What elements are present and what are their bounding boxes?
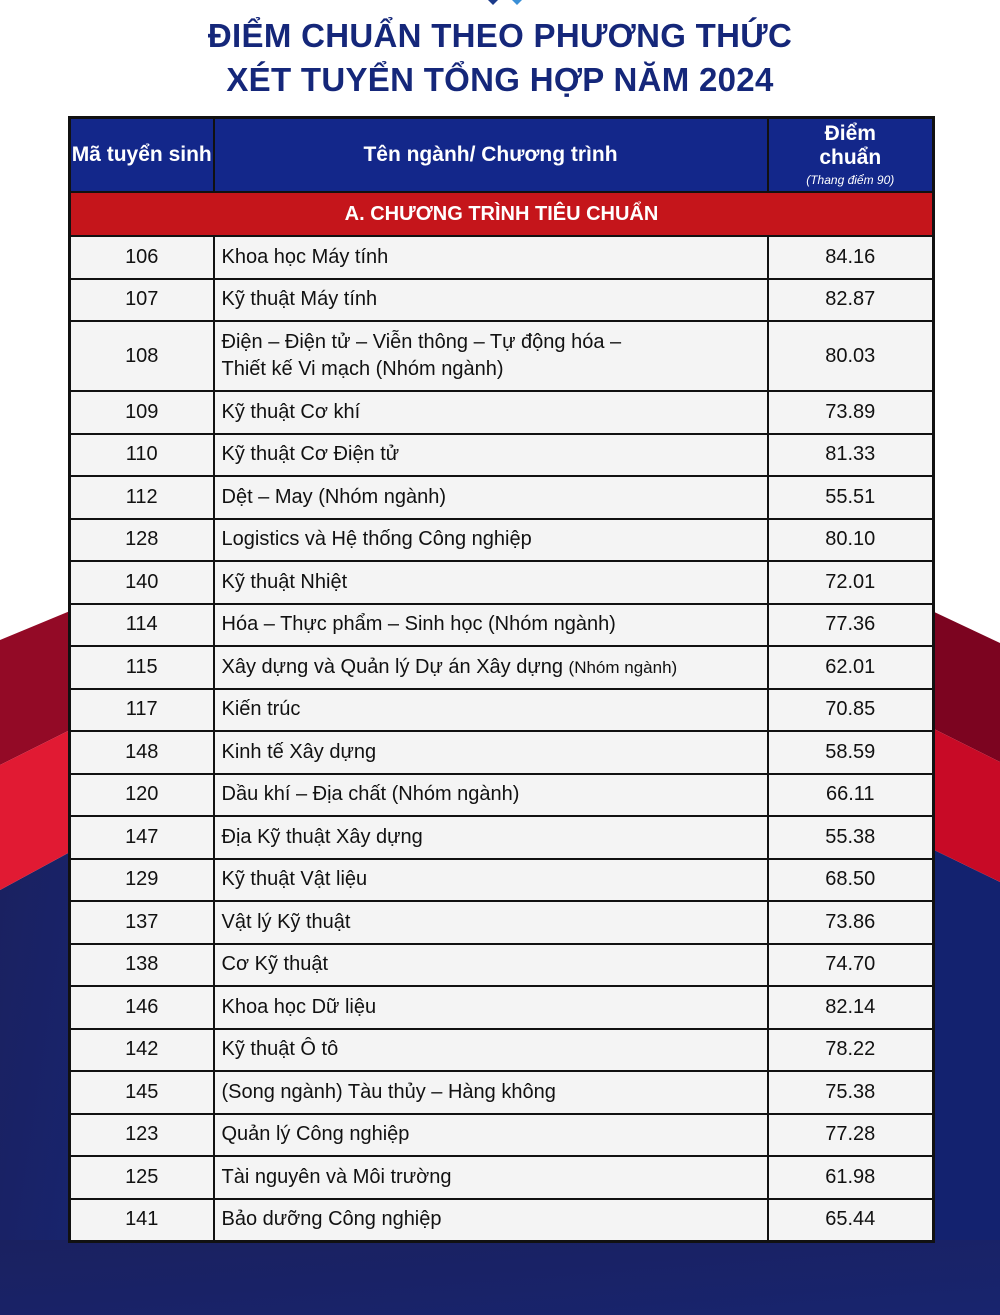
table-row — [70, 1156, 934, 1199]
cell-code: 140 — [70, 561, 214, 604]
cell-score: 55.51 — [768, 476, 934, 519]
section-title: A. CHƯƠNG TRÌNH TIÊU CHUẨN — [70, 192, 934, 236]
table-row — [70, 434, 934, 477]
cell-score: 73.89 — [768, 391, 934, 434]
cell-code: 128 — [70, 519, 214, 562]
cell-score: 80.10 — [768, 519, 934, 562]
cell-code: 137 — [70, 901, 214, 944]
cell-program-name: Tài nguyên và Môi trường — [214, 1156, 768, 1199]
cell-code: 125 — [70, 1156, 214, 1199]
title-line-1: ĐIỂM CHUẨN THEO PHƯƠNG THỨC — [207, 17, 793, 54]
cell-code: 114 — [70, 604, 214, 647]
cell-program-name: Kỹ thuật Ô tô — [214, 1029, 768, 1072]
cell-code: 148 — [70, 731, 214, 774]
table-row — [70, 689, 934, 732]
cell-code: 147 — [70, 816, 214, 859]
cell-code: 146 — [70, 986, 214, 1029]
cell-score: 70.85 — [768, 689, 934, 732]
cell-program-name: Kỹ thuật Nhiệt — [214, 561, 768, 604]
cell-score: 80.03 — [768, 321, 934, 391]
cell-program-name: Dệt – May (Nhóm ngành) — [214, 476, 768, 519]
cell-program-name: Kỹ thuật Máy tính — [214, 279, 768, 322]
cell-program-name: Quản lý Công nghiệp — [214, 1114, 768, 1157]
cell-program-name: Kinh tế Xây dựng — [214, 731, 768, 774]
cell-code: 120 — [70, 774, 214, 817]
cell-code: 108 — [70, 321, 214, 391]
title-line-2: XÉT TUYỂN TỔNG HỢP NĂM 2024 — [226, 61, 774, 98]
cell-program-name: Xây dựng và Quản lý Dự án Xây dựng (Nhóm ngành) — [214, 646, 768, 689]
cell-score: 74.70 — [768, 944, 934, 987]
score-scale-note: (Thang điểm 90) — [806, 173, 895, 187]
table-row — [70, 604, 934, 647]
table-row — [70, 646, 934, 689]
cell-score: 55.38 — [768, 816, 934, 859]
cell-program-name: Kỹ thuật Cơ Điện tử — [214, 434, 768, 477]
cell-code: 112 — [70, 476, 214, 519]
table-row — [70, 859, 934, 902]
cell-code: 141 — [70, 1199, 214, 1242]
cell-score: 58.59 — [768, 731, 934, 774]
table-row — [70, 321, 934, 391]
header-code: Mã tuyển sinh — [70, 118, 214, 193]
cell-score: 81.33 — [768, 434, 934, 477]
table-row — [70, 1199, 934, 1242]
table-row — [70, 816, 934, 859]
table-row — [70, 391, 934, 434]
table-row — [70, 731, 934, 774]
cell-score: 75.38 — [768, 1071, 934, 1114]
cell-code: 110 — [70, 434, 214, 477]
cell-program-name: Bảo dưỡng Công nghiệp — [214, 1199, 768, 1242]
cell-code: 117 — [70, 689, 214, 732]
table-row — [70, 1071, 934, 1114]
table-row — [70, 1029, 934, 1072]
cell-score: 77.28 — [768, 1114, 934, 1157]
table-row — [70, 1114, 934, 1157]
logo-fragment-icon — [488, 0, 528, 8]
cell-score: 61.98 — [768, 1156, 934, 1199]
cell-code: 123 — [70, 1114, 214, 1157]
table-row — [70, 774, 934, 817]
cell-score: 78.22 — [768, 1029, 934, 1072]
cell-program-name: Vật lý Kỹ thuật — [214, 901, 768, 944]
cell-score: 73.86 — [768, 901, 934, 944]
cell-code: 106 — [70, 236, 214, 279]
cell-score: 68.50 — [768, 859, 934, 902]
cell-score: 77.36 — [768, 604, 934, 647]
table-row — [70, 901, 934, 944]
cell-program-name: Kiến trúc — [214, 689, 768, 732]
table-row — [70, 236, 934, 279]
table-row — [70, 944, 934, 987]
cell-code: 129 — [70, 859, 214, 902]
table-row — [70, 986, 934, 1029]
cell-score: 62.01 — [768, 646, 934, 689]
table-row — [70, 561, 934, 604]
cell-code: 145 — [70, 1071, 214, 1114]
cell-program-name: Kỹ thuật Cơ khí — [214, 391, 768, 434]
table-header-row — [70, 118, 934, 193]
cell-code: 142 — [70, 1029, 214, 1072]
cell-code: 138 — [70, 944, 214, 987]
cell-program-name: Điện – Điện tử – Viễn thông – Tự động hóa – Thiết kế Vi mạch (Nhóm ngành) — [214, 321, 768, 391]
cell-score: 82.14 — [768, 986, 934, 1029]
header-name: Tên ngành/ Chương trình — [214, 118, 768, 193]
cell-program-name: Khoa học Dữ liệu — [214, 986, 768, 1029]
page-title — [0, 14, 1000, 102]
cell-program-name: Cơ Kỹ thuật — [214, 944, 768, 987]
cell-score: 82.87 — [768, 279, 934, 322]
cell-code: 115 — [70, 646, 214, 689]
table-row — [70, 519, 934, 562]
cell-program-name: Dầu khí – Địa chất (Nhóm ngành) — [214, 774, 768, 817]
cell-code: 109 — [70, 391, 214, 434]
cell-code: 107 — [70, 279, 214, 322]
section-row — [70, 192, 934, 236]
cell-program-name: Địa Kỹ thuật Xây dựng — [214, 816, 768, 859]
cell-score: 66.11 — [768, 774, 934, 817]
header-score: Điểm chuẩn (Thang điểm 90) — [768, 118, 934, 193]
cell-program-name: Kỹ thuật Vật liệu — [214, 859, 768, 902]
table-row — [70, 476, 934, 519]
cell-program-name: (Song ngành) Tàu thủy – Hàng không — [214, 1071, 768, 1114]
table-row — [70, 279, 934, 322]
cell-program-name: Khoa học Máy tính — [214, 236, 768, 279]
cell-score: 72.01 — [768, 561, 934, 604]
cell-score: 84.16 — [768, 236, 934, 279]
admission-scores-table — [68, 116, 935, 1243]
cell-score: 65.44 — [768, 1199, 934, 1242]
cell-program-name: Logistics và Hệ thống Công nghiệp — [214, 519, 768, 562]
cell-program-name: Hóa – Thực phẩm – Sinh học (Nhóm ngành) — [214, 604, 768, 647]
